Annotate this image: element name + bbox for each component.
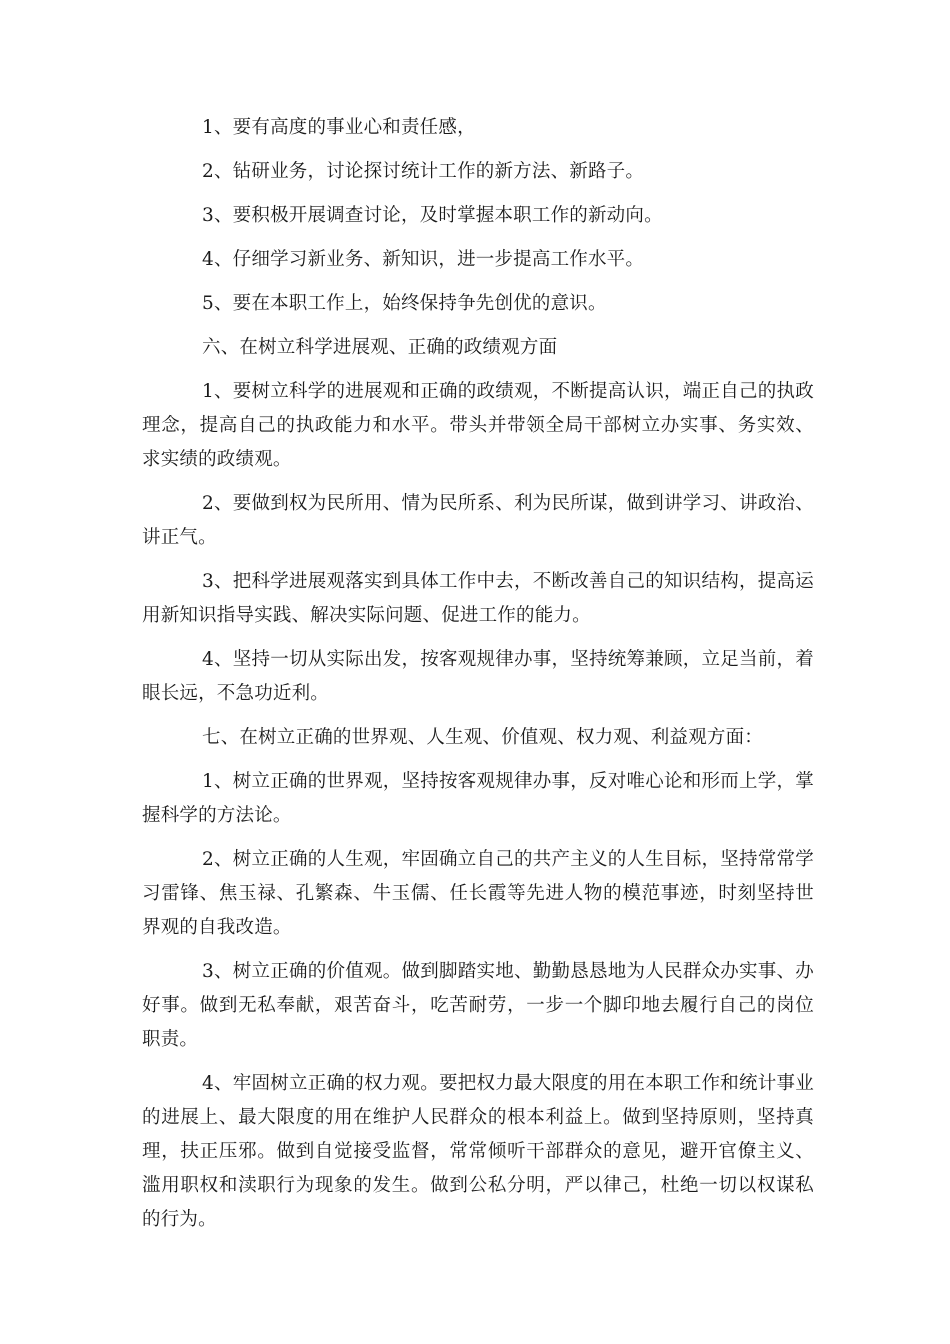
paragraph-6-4: 4、坚持一切从实际出发，按客观规律办事，坚持统筹兼顾，立足当前，着眼长远，不急功近利。 — [142, 649, 814, 704]
paragraph-4: 4、仔细学习新业务、新知识，进一步提高工作水平。 — [202, 249, 645, 270]
paragraph-7-2: 2、树立正确的人生观，牢固确立自己的共产主义的人生目标，坚持常常学习雷锋、焦玉禄、孔繁森、牛玉儒、任长霞等先进人物的模范事迹，时刻坚持世界观的自我改造。 — [142, 849, 814, 938]
paragraph-1: 1、要有高度的事业心和责任感， — [202, 117, 476, 138]
document-page — [142, 111, 814, 1247]
paragraph-7-4: 4、牢固树立正确的权力观。要把权力最大限度的用在本职工作和统计事业的进展上、最大限度的用在维护人民群众的根本利益上。做到坚持原则，坚持真理，扶正压邪。做到自觉接受监督，常常倾听干部群众的意见，避开官僚主义、滥用职权和渎职行为现象的发生。做到公私分明，严以律己，杜绝一切以权谋私的行为。 — [142, 1073, 814, 1230]
paragraph-7-1: 1、树立正确的世界观，坚持按客观规律办事，反对唯心论和形而上学，掌握科学的方法论。 — [142, 771, 814, 826]
paragraph-5: 5、要在本职工作上，始终保持争先创优的意识。 — [202, 293, 607, 314]
paragraph-6-2: 2、要做到权为民所用、情为民所系、利为民所谋，做到讲学习、讲政治、讲正气。 — [142, 493, 814, 548]
paragraph-7-3: 3、树立正确的价值观。做到脚踏实地、勤勤恳恳地为人民群众办实事、办好事。做到无私奉献，艰苦奋斗，吃苦耐劳，一步一个脚印地去履行自己的岗位职责。 — [142, 961, 814, 1050]
paragraph-6-3: 3、把科学进展观落实到具体工作中去，不断改善自己的知识结构，提高运用新知识指导实践、解决实际问题、促进工作的能力。 — [142, 571, 814, 626]
section-heading-7: 七、在树立正确的世界观、人生观、价值观、权力观、利益观方面： — [202, 727, 764, 748]
paragraph-2: 2、钻研业务，讨论探讨统计工作的新方法、新路子。 — [202, 161, 645, 182]
paragraph-6-1: 1、要树立科学的进展观和正确的政绩观，不断提高认识，端正自己的执政理念，提高自己的执政能力和水平。带头并带领全局干部树立办实事、务实效、求实绩的政绩观。 — [142, 381, 814, 470]
section-heading-6: 六、在树立科学进展观、正确的政绩观方面 — [202, 337, 558, 358]
paragraph-3: 3、要积极开展调查讨论，及时掌握本职工作的新动向。 — [202, 205, 663, 226]
